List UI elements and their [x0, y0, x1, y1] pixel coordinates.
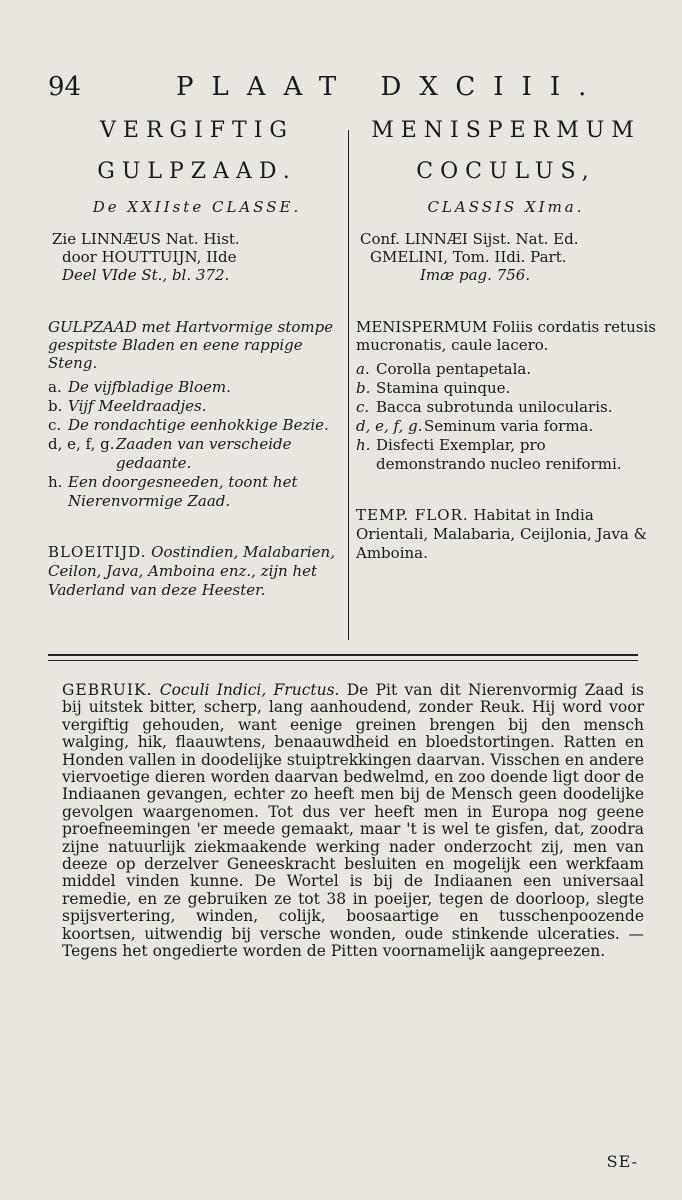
legend-item: [356, 398, 656, 417]
flowering-label: TEMP. FLOR.: [356, 506, 469, 524]
dutch-description: GULPZAAD met Hartvormige stompe gespitste Bladen en eene rappige Steng.: [48, 318, 334, 372]
usage-text: De Pit van dit Nierenvormig Zaad is bij uitstek bitter, scherp, lang aanhoudend, zonder Reuk. Hij word voor vergiftig gehouden, want eenige greinen brengen bij den mensch walging, hik, flaauwtens, benaauwdheid en bloedstortingen. Ratten en Honden vallen in doodelijke stuiptrekkingen daarvan. Visschen en andere viervoetige dieren worden daarvan bedwelmd, en zoo doende ligt door de Indiaanen gevangen, echter zo heeft men bij de Mensch geen doodelijke gevolgen waargenomen. Tot dus ver heeft men in Europa nog geene proefneemingen 'er meede gemaakt, maar 't is wel te gisfen, dat, zoodra zijne natuurlijk ziekmaakende werking nader onderzocht zij, men van deeze op derzelver Geneeskracht besluiten en mogelijk een werkfaam middel vinden kunne. De Wortel is bij de Indiaanen een universaal remedie, en ze gebruiken ze tot 38 in poeijer, tegen de doorloop, slegte spijsvertering, winden, colijk, boosaartige en tusschenpoozende koortsen, uitwendig bij versche wonden, oude stinkende ulceraties. — Tegens het ongedierte worden de Pitten voornamelijk aangepreezen.: [62, 681, 644, 961]
latin-title-line1: MENISPERMUM: [371, 118, 641, 143]
legend-item: [48, 473, 346, 511]
legend-text: Corolla pentapetala.: [376, 360, 532, 378]
dutch-reference-line: door HOUTTUIJN, IIde: [62, 248, 237, 266]
flowering-label: BLOEITIJD.: [48, 543, 147, 561]
legend-text: Seminum varia forma.: [424, 417, 594, 435]
legend-item: [356, 360, 656, 379]
legend-text: Een doorgesneeden, toont het Nierenvormige Zaad.: [68, 473, 298, 510]
dutch-reference-line: Deel VIde St., bl. 372.: [62, 266, 230, 284]
dutch-reference-line: Zie LINNÆUS Nat. Hist.: [52, 230, 240, 248]
dutch-flowering: [48, 543, 346, 600]
flowering-text: Oostindien, Malabarien, Ceilon, Java, Amboina enz., zijn het Vaderland van deze Heester.: [48, 543, 335, 599]
latin-flowering: [356, 506, 656, 563]
section-rule: [48, 660, 638, 661]
legend-text: Vijf Meeldraadjes.: [68, 397, 207, 415]
legend-key: b.: [356, 379, 371, 397]
usage-subject: Coculi Indici, Fructus.: [159, 681, 340, 699]
dutch-title-line1: VERGIFTIG: [100, 118, 294, 143]
latin-reference-line: Conf. LINNÆI Sijst. Nat. Ed.: [360, 230, 579, 248]
page-number: 94: [48, 72, 82, 102]
latin-column: [356, 118, 656, 563]
column-divider: [348, 130, 349, 640]
catchword: SE-: [606, 1152, 638, 1171]
latin-reference-line: Imæ pag. 756.: [420, 266, 531, 284]
legend-item: [48, 397, 346, 416]
legend-item: [48, 435, 346, 473]
latin-figure-legend: [356, 360, 656, 474]
legend-key: c.: [48, 416, 62, 434]
legend-key: c.: [356, 398, 370, 416]
usage-paragraph: [62, 682, 644, 961]
legend-text: De vijfbladige Bloem.: [68, 378, 231, 396]
usage-label: GEBRUIK.: [62, 681, 153, 699]
legend-key: a.: [48, 378, 62, 396]
plate-title: PLAAT DXCIII.: [176, 72, 605, 102]
legend-item: [356, 379, 656, 398]
section-rule: [48, 654, 638, 656]
latin-class-line: CLASSIS XIma.: [427, 198, 585, 216]
dutch-reference: [52, 230, 346, 284]
legend-text: Disfecti Exemplar, pro demonstrando nucleo reniformi.: [376, 436, 622, 473]
latin-reference: [360, 230, 656, 284]
legend-key: d, e, f, g.: [356, 417, 423, 435]
dutch-column: [48, 118, 346, 600]
latin-title-line2: COCULUS,: [416, 159, 596, 184]
page-header: [48, 72, 648, 112]
dutch-class-line: De XXIIste CLASSE.: [92, 198, 302, 216]
latin-reference-line: GMELINI, Tom. IIdi. Part.: [370, 248, 567, 266]
dutch-title-line2: GULPZAAD.: [97, 159, 297, 184]
legend-text: Zaaden van verscheide gedaante.: [116, 435, 292, 472]
legend-item: [356, 436, 656, 474]
legend-item: [48, 416, 346, 435]
legend-text: De rondachtige eenhokkige Bezie.: [68, 416, 329, 434]
legend-item: [356, 417, 656, 436]
flowering-text: Habitat in India Orientali, Malabaria, Ceijlonia, Java & Amboina.: [356, 506, 647, 562]
legend-text: Stamina quinque.: [376, 379, 511, 397]
legend-key: h.: [48, 473, 63, 491]
legend-key: d, e, f, g.: [48, 435, 115, 453]
dutch-figure-legend: [48, 378, 346, 511]
latin-description: MENISPERMUM Foliis cordatis retusis mucronatis, caule lacero.: [356, 318, 656, 354]
legend-key: h.: [356, 436, 371, 454]
legend-key: b.: [48, 397, 63, 415]
legend-text: Bacca subrotunda unilocularis.: [376, 398, 613, 416]
legend-item: [48, 378, 346, 397]
legend-key: a.: [356, 360, 370, 378]
